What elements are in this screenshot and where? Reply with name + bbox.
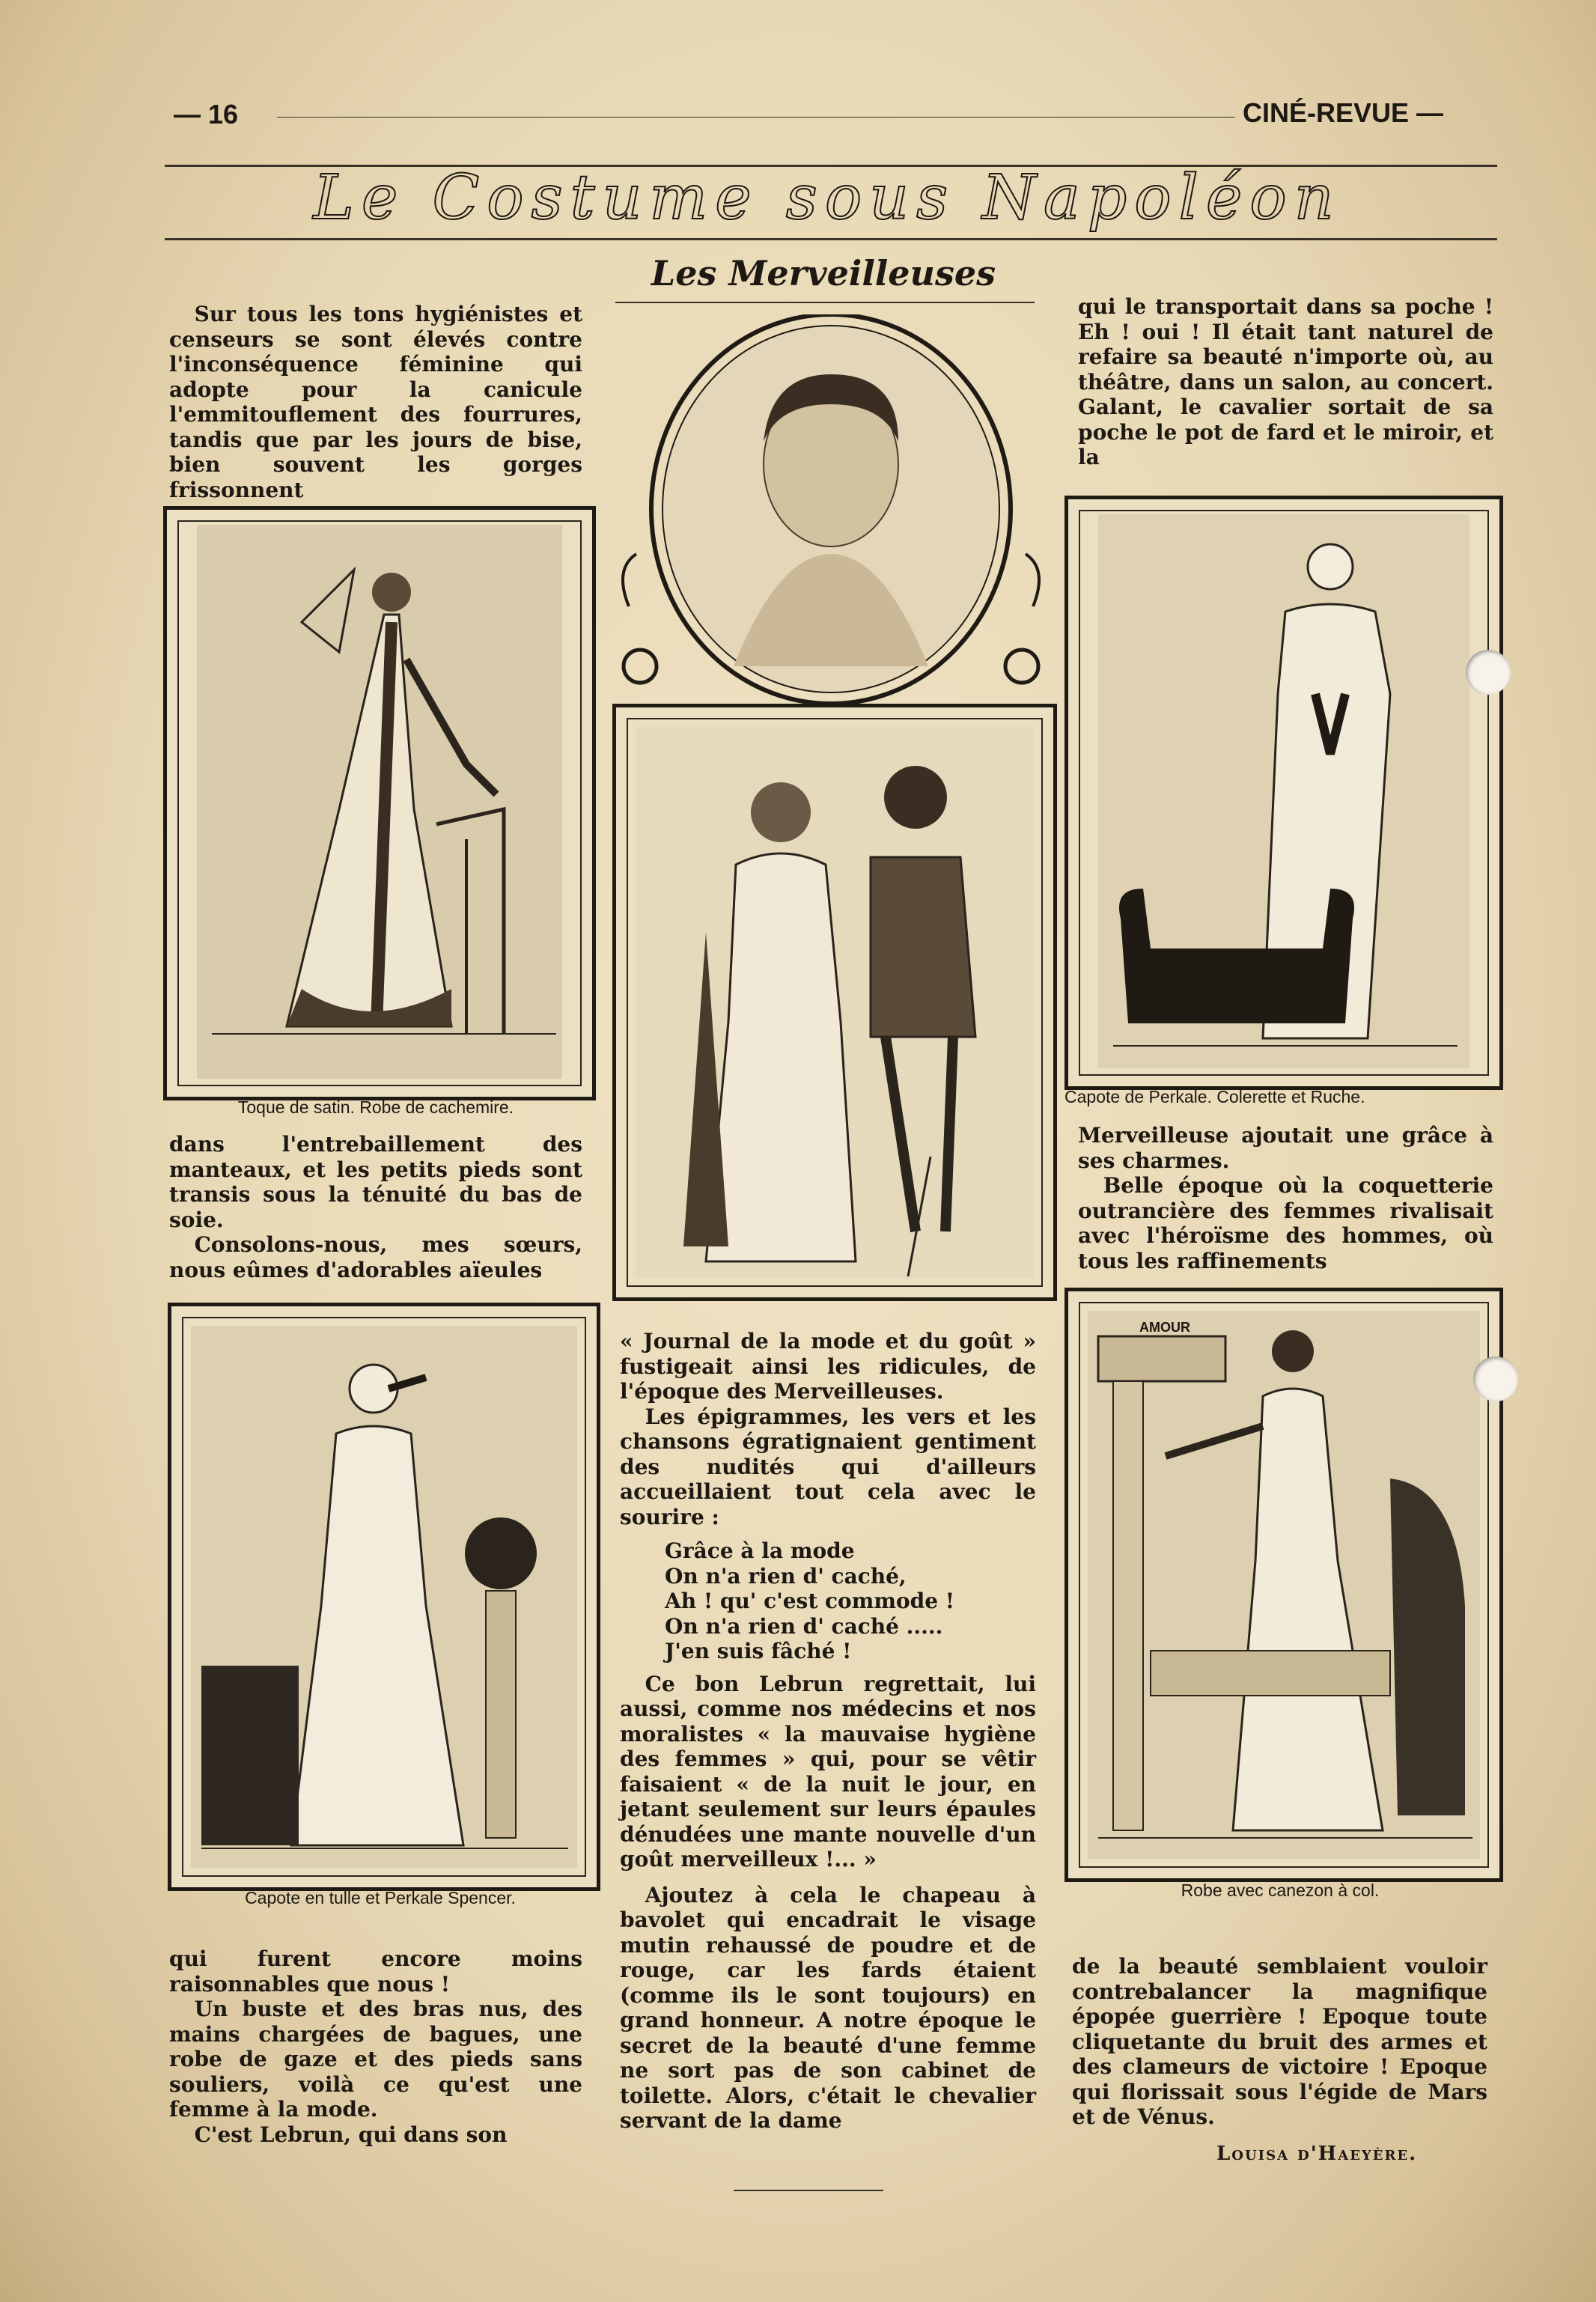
caption-bottom-right: Robe avec canezon à col. — [1181, 1881, 1380, 1900]
fashion-plate-bottom-left — [168, 1303, 600, 1891]
header-rule — [277, 117, 1235, 118]
paragraph: Belle époque où la coquetterie outrancière des femmes rivalisait avec l'héroïsme des hommes, où tous les raffinements — [1078, 1173, 1493, 1273]
verse-line: On n'a rien d' caché, — [665, 1563, 907, 1589]
verse-line: Ah ! qu' c'est commode ! — [665, 1589, 955, 1613]
paragraph: Un buste et des bras nus, des mains chargées de bagues, une robe de gaze et des pieds sans souliers, voilà ce qu'est une femme à la mode. — [169, 1997, 582, 2122]
magazine-name: CINÉ-REVUE — — [1243, 97, 1444, 128]
subtitle-rule — [615, 302, 1035, 303]
right-column-bottom — [1072, 1954, 1487, 2130]
paragraph: de la beauté semblaient vouloir contrebalancer la magnifique épopée guerrière ! Epoque toute cliquetante du bruit des armes et des clameurs de victoire ! Epoque qui florissait sous l'égide de Mars et de Vénus. — [1072, 1954, 1487, 2129]
paragraph: Ajoutez à cela le chapeau à bavolet qui encadrait le visage mutin rehaussé de poudre et de rouge, car les fards étaient (comme ils le sont toujours) en grand honneur. A notre époque le secret de la beauté d'une femme ne sort pas de son cabinet de toilette. Alors, c'était le chevalier servant de la dame — [620, 1882, 1036, 2133]
portrait-oval-illustration — [599, 314, 1063, 734]
left-column-bottom — [169, 1946, 582, 2147]
author-signature: Louisa d'Haeyère. — [1216, 2143, 1418, 2165]
caption-bottom-left: Capote en tulle et Perkale Spencer. — [245, 1888, 516, 1907]
paragraph: Consolons-nous, mes sœurs, nous eûmes d'adorables aïeules — [169, 1232, 582, 1282]
paragraph: qui furent encore moins raisonnables que nous ! — [169, 1946, 582, 1997]
paragraph: qui le transportait dans sa poche ! Eh ! oui ! Il était tant naturel de refaire sa beauté n'importe où, au théâtre, dans un salon, au concert. Galant, le cavalier sortait de sa poche le pot de fard et le miroir, et la — [1078, 294, 1493, 469]
binder-hole — [1473, 1356, 1518, 1401]
paragraph: C'est Lebrun, qui dans son — [194, 2122, 508, 2147]
paragraph: Ce bon Lebrun regrettait, lui aussi, comme nos médecins et nos moralistes « la mauvaise hygiène des femmes » qui, pour se vêtir faisaient « de la nuit le jour, en jetant seulement sur leurs épaules dénudées une mante nouvelle d'un goût merveilleux !... » — [620, 1671, 1036, 1872]
portrait-ornament — [599, 314, 1063, 734]
paragraph: « Journal de la mode et du goût » fustigeait ainsi les ridicules, de l'époque des Merveilleuses. — [620, 1329, 1036, 1404]
paragraph: Sur tous les tons hygiénistes et censeurs se sont élevés contre l'inconséquence féminine qui adopte pour la canicule l'emmitouflement des fourrures, tandis que par les jours de bise, bien souvent les gorges frissonnent — [169, 302, 582, 502]
left-column-mid — [169, 1132, 582, 1282]
caption-top-left: Toque de satin. Robe de cachemire. — [237, 1097, 514, 1117]
center-column — [620, 1329, 1036, 2134]
woman-with-parasol-illustration — [167, 510, 592, 1097]
caption-top-right: Capote de Perkale. Colerette et Ruche. — [1064, 1087, 1365, 1106]
verse-line: Grâce à la mode — [665, 1538, 855, 1563]
paragraph: dans l'entrebaillement des manteaux, et les petits pieds sont transis sous la ténuité du bas de soie. — [169, 1132, 582, 1232]
article-subtitle: Les Merveilleuses — [651, 253, 996, 293]
title-rule-bottom — [165, 238, 1497, 240]
fashion-plate-bottom-right — [1064, 1288, 1503, 1882]
fashion-plate-center — [612, 704, 1057, 1301]
fashion-plate-top-left — [163, 506, 596, 1100]
woman-with-spyglass-illustration — [171, 1306, 597, 1887]
woman-back-view-illustration — [1068, 499, 1499, 1086]
paragraph: Merveilleuse ajoutait une grâce à ses charmes. — [1078, 1123, 1493, 1173]
paragraph: Les épigrammes, les vers et les chansons égratignaient gentiment des nudités qui d'ailleurs accueillaient tout cela avec le sourire : — [620, 1404, 1036, 1529]
right-column-top — [1078, 294, 1493, 470]
verse-line: J'en suis fâché ! — [665, 1639, 852, 1663]
page-number: — 16 — [174, 99, 239, 130]
left-column-top — [169, 302, 582, 502]
verse — [620, 1538, 1036, 1664]
verse-line: On n'a rien d' caché ..... — [665, 1613, 943, 1639]
amour-sign: AMOUR — [1139, 1320, 1190, 1335]
woman-at-pedestal-illustration — [1068, 1291, 1499, 1878]
fashion-plate-top-right — [1064, 496, 1503, 1090]
binder-hole — [1466, 650, 1511, 695]
couple-illustration — [616, 707, 1053, 1297]
article-title: Le Costume sous Napoléon — [313, 162, 1341, 234]
right-column-mid — [1078, 1123, 1493, 1273]
end-rule — [734, 2190, 883, 2191]
